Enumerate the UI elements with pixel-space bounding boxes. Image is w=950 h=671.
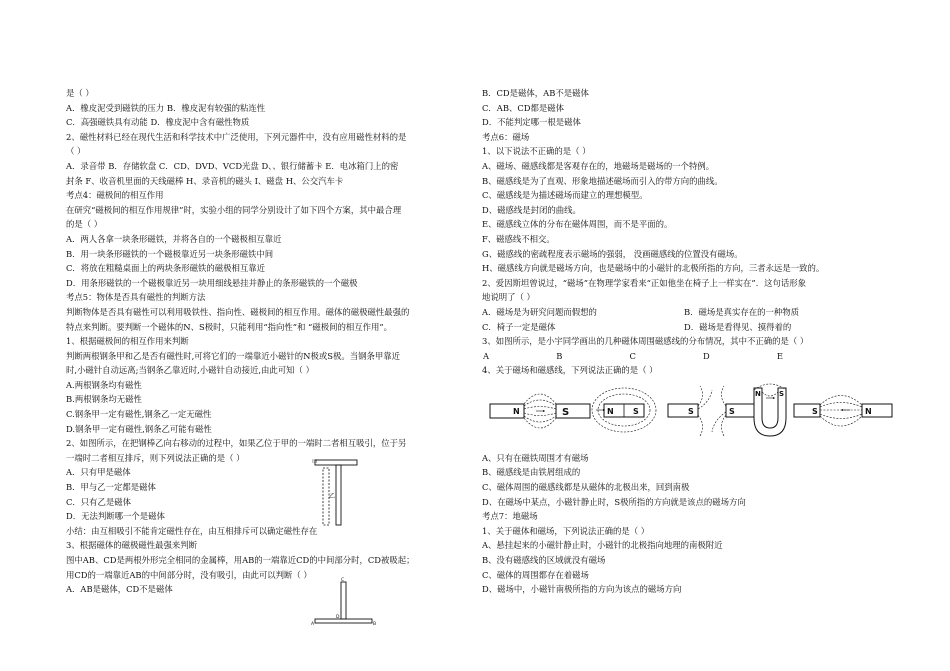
diagram-c <box>668 386 756 436</box>
label-yi: 乙 <box>329 493 336 500</box>
text-line: （ ） <box>66 146 86 157</box>
text-line: C．高强磁铁具有动能 D．橡皮泥中含有磁性物质 <box>66 117 250 128</box>
text-line: C、磁感线是为描述磁场而建立的理想模型。 <box>482 190 648 201</box>
text-line: D.钢条甲一定有磁性,钢条乙可能有磁性 <box>66 423 212 434</box>
option-d: D．磁场是看得见、摸得着的 <box>684 321 792 332</box>
text-line: B、磁感线是由铁屑组成的 <box>482 467 581 478</box>
text-line: A．两人各拿一块条形磁铁，并将各自的一个磁极相互靠近 <box>66 233 282 244</box>
section-heading: 考点4：磁极间的相互作用 <box>66 190 164 201</box>
text-line: 判断两根钢条甲和乙是否有磁性时,可将它们的一端靠近小磁针的N极或S极。当钢条甲靠近 <box>66 350 400 361</box>
letter-e: E <box>776 350 783 361</box>
text-line: 2、磁性材料已经在现代生活和科学技术中广泛使用，下列元器件中，没有应用磁性材料的是 <box>66 131 407 142</box>
pole-s: S <box>779 390 785 398</box>
right-column <box>482 86 894 597</box>
text-line: F、磁感线不相交。 <box>482 233 555 244</box>
text-line: C.钢条甲一定有磁性,钢条乙一定无磁性 <box>66 409 212 420</box>
text-line: 一端时二者相互排斥，则下列说法正确的是（ ） <box>66 452 245 463</box>
option-b: B．磁场是真实存在的一种物质 <box>684 306 800 317</box>
text-line: A、磁场、磁感线都是客观存在的，地磁场是磁场的一个特例。 <box>482 160 715 171</box>
text-line: 地说明了（ ） <box>482 292 535 303</box>
pole-s: S <box>729 407 735 416</box>
pole-s: S <box>562 407 570 418</box>
text-line: 1、根据磁极间的相互作用来判断 <box>66 336 189 347</box>
section-heading: 考点7：地磁场 <box>482 511 538 522</box>
section-heading: 考点5：物体是否具有磁性的判断方法 <box>66 292 206 303</box>
text-line: C．将放在粗糙桌面上的两块条形磁铁的磁极相互靠近 <box>66 263 266 274</box>
text-line: 1、关于磁体和磁场，下列说法正确的是（ ） <box>482 525 650 536</box>
pole-s: S <box>688 407 694 416</box>
pole-s: S <box>812 407 818 416</box>
letter-d: D <box>703 350 710 361</box>
letter-a: A <box>483 350 490 361</box>
text-line: D．不能判定哪一根是磁体 <box>482 117 581 128</box>
text-line: 2、爱因斯坦曾说过，“磁场”在物理学家看来“正如他坐在椅子上一样实在”．这句话形象 <box>482 277 806 288</box>
text-line: C、磁体的周围都存在着磁场 <box>482 569 589 580</box>
text-line: 判断物体是否具有磁性可以利用吸铁性、指向性、磁极间的相互作用。磁体的磁极磁性最强的 <box>66 306 410 317</box>
text-line: 时,小磁针自动远离;当钢条乙靠近时,小磁针自动接近,由此可知（ ） <box>66 365 314 376</box>
text-line: B．甲与乙一定都是磁体 <box>66 482 156 493</box>
text-line: H、磁感线方向就是磁场方向，也是磁场中的小磁针的北极所指的方向，三者永远是一致的。 <box>482 263 825 274</box>
text-line: D．用条形磁铁的一个磁极靠近另一块用细线悬挂并静止的条形磁铁的一个磁极 <box>66 277 358 288</box>
label-a: A <box>311 622 315 627</box>
text-line: 2、如图所示，在把钢棒乙向右移动的过程中，如果乙位于甲的一端时二者相互吸引，位于另 <box>66 438 407 449</box>
text-line: A．只有甲是磁体 <box>66 467 131 478</box>
text-line: A．录音带 B．存储软盘 C．CD、DVD、VCD光盘 D、、银行储蓄卡 E．电冰箱门上的密 <box>66 160 399 171</box>
text-line: 封条 F、收音机里面的天线磁棒 H、录音机的磁头 I、磁盘 H、公交汽车卡 <box>66 175 344 186</box>
text-line: D．无法判断哪一个是磁体 <box>66 511 165 522</box>
text-line: 3、根据磁体的磁极磁性最强来判断 <box>66 540 197 551</box>
text-line: 特点来判断。要判断一个磁体的N、S极时，只能利用“指向性”和 “磁极间的相互作用”。 <box>66 321 392 332</box>
pole-n: N <box>513 407 520 416</box>
text-line: A.两根钢条均有磁性 <box>66 379 142 390</box>
figure-magnetic-field-lines <box>486 380 896 442</box>
text-line: D、磁感线是封闭的曲线。 <box>482 204 581 215</box>
pole-n: N <box>607 407 614 416</box>
pole-n: N <box>865 407 872 416</box>
text-line: C、磁体周围的磁感线都是从磁体的北极出来，回到南极 <box>482 482 690 493</box>
text-line: 用CD的一端靠近AB的中间部分时，没有吸引，由此可以判断（ ） <box>66 569 312 580</box>
text-line: B．CD是磁体，AB不是磁体 <box>482 88 589 98</box>
text-line: G、磁感线的密疏程度表示磁场的强弱， 没画磁感线的位置没有磁场。 <box>482 248 743 259</box>
text-line: 1、以下说法不正确的是（ ） <box>482 146 591 157</box>
diagram-a <box>490 394 590 428</box>
text-line: B、没有磁感线的区域就没有磁场 <box>482 555 606 566</box>
option-row <box>482 305 894 320</box>
figure-letter-row <box>482 349 783 364</box>
text-line: D、磁场中，小磁针南极所指的方向为该点的磁场方向 <box>482 584 682 595</box>
pole-n: N <box>755 390 761 398</box>
text-line: 的是（ ） <box>66 219 103 230</box>
label-c: C <box>341 578 345 583</box>
text-line: B、磁感线是为了直观、形象地描述磁场而引入的带方向的曲线。 <box>482 175 723 186</box>
option-row <box>482 320 894 335</box>
text-line: A、悬挂起来的小磁针静止时，小磁针的北极指向地理的南极附近 <box>482 540 723 551</box>
text-line: 图中AB、CD是两根外形完全相同的金属棒，用AB的一端靠近CD的中间部分时，CD被吸起； <box>66 555 415 565</box>
option-a: A．磁场是为研究问题而假想的 <box>482 306 597 317</box>
text-line: B．用一块条形磁铁的一个磁极靠近另一块条形磁铁中间 <box>66 248 274 259</box>
text-line: A、只有在磁铁周围才有磁场 <box>482 452 589 463</box>
label-b: B <box>373 622 377 627</box>
text-line: C．AB、CD都是磁体 <box>482 102 564 113</box>
label-jia: 甲 <box>312 460 318 466</box>
diagram-b <box>592 388 656 432</box>
letter-b: B <box>556 350 563 361</box>
text-line: 小结：由互相吸引不能肯定磁性存在，由互相排斥可以确定磁性存在 <box>66 525 318 536</box>
text-line: E、磁感线立体的分布在磁体周围，而不是平面的。 <box>482 219 673 230</box>
pole-s: S <box>633 407 639 416</box>
option-c: C．椅子一定是磁体 <box>482 321 556 332</box>
text-line: B.两根钢条均无磁性 <box>66 394 142 405</box>
text-line: 4、关于磁场和磁感线，下列说法正确的是（ ） <box>482 365 658 376</box>
figure-jia-yi-rods <box>312 456 362 528</box>
text-line: 3、如图所示，是小宇同学画出的几种磁体周围磁感线的分布情况，其中不正确的是（ ） <box>482 336 809 347</box>
text-line: C．只有乙是磁体 <box>66 496 132 507</box>
text-line: 在研究“磁极间的相互作用规律”时，实验小组的同学分别设计了如下四个方案，其中最合理 <box>66 204 402 215</box>
letter-c: C <box>629 350 636 361</box>
text-line: A．橡皮泥受到磁铁的压力 B．橡皮泥有较强的粘连性 <box>66 102 266 113</box>
left-column <box>66 86 474 597</box>
text-line: 是（ ） <box>66 88 94 98</box>
text-line: A．AB是磁体，CD不是磁体 <box>66 584 173 595</box>
diagram-e <box>794 396 892 427</box>
text-line: D、在磁场中某点，小磁针静止时，S极所指的方向就是该点的磁场方向 <box>482 496 746 507</box>
section-heading: 考点6：磁场 <box>482 131 530 142</box>
figure-ab-cd-bars <box>308 576 380 628</box>
diagram-d <box>754 384 786 436</box>
label-d: D <box>336 615 340 620</box>
